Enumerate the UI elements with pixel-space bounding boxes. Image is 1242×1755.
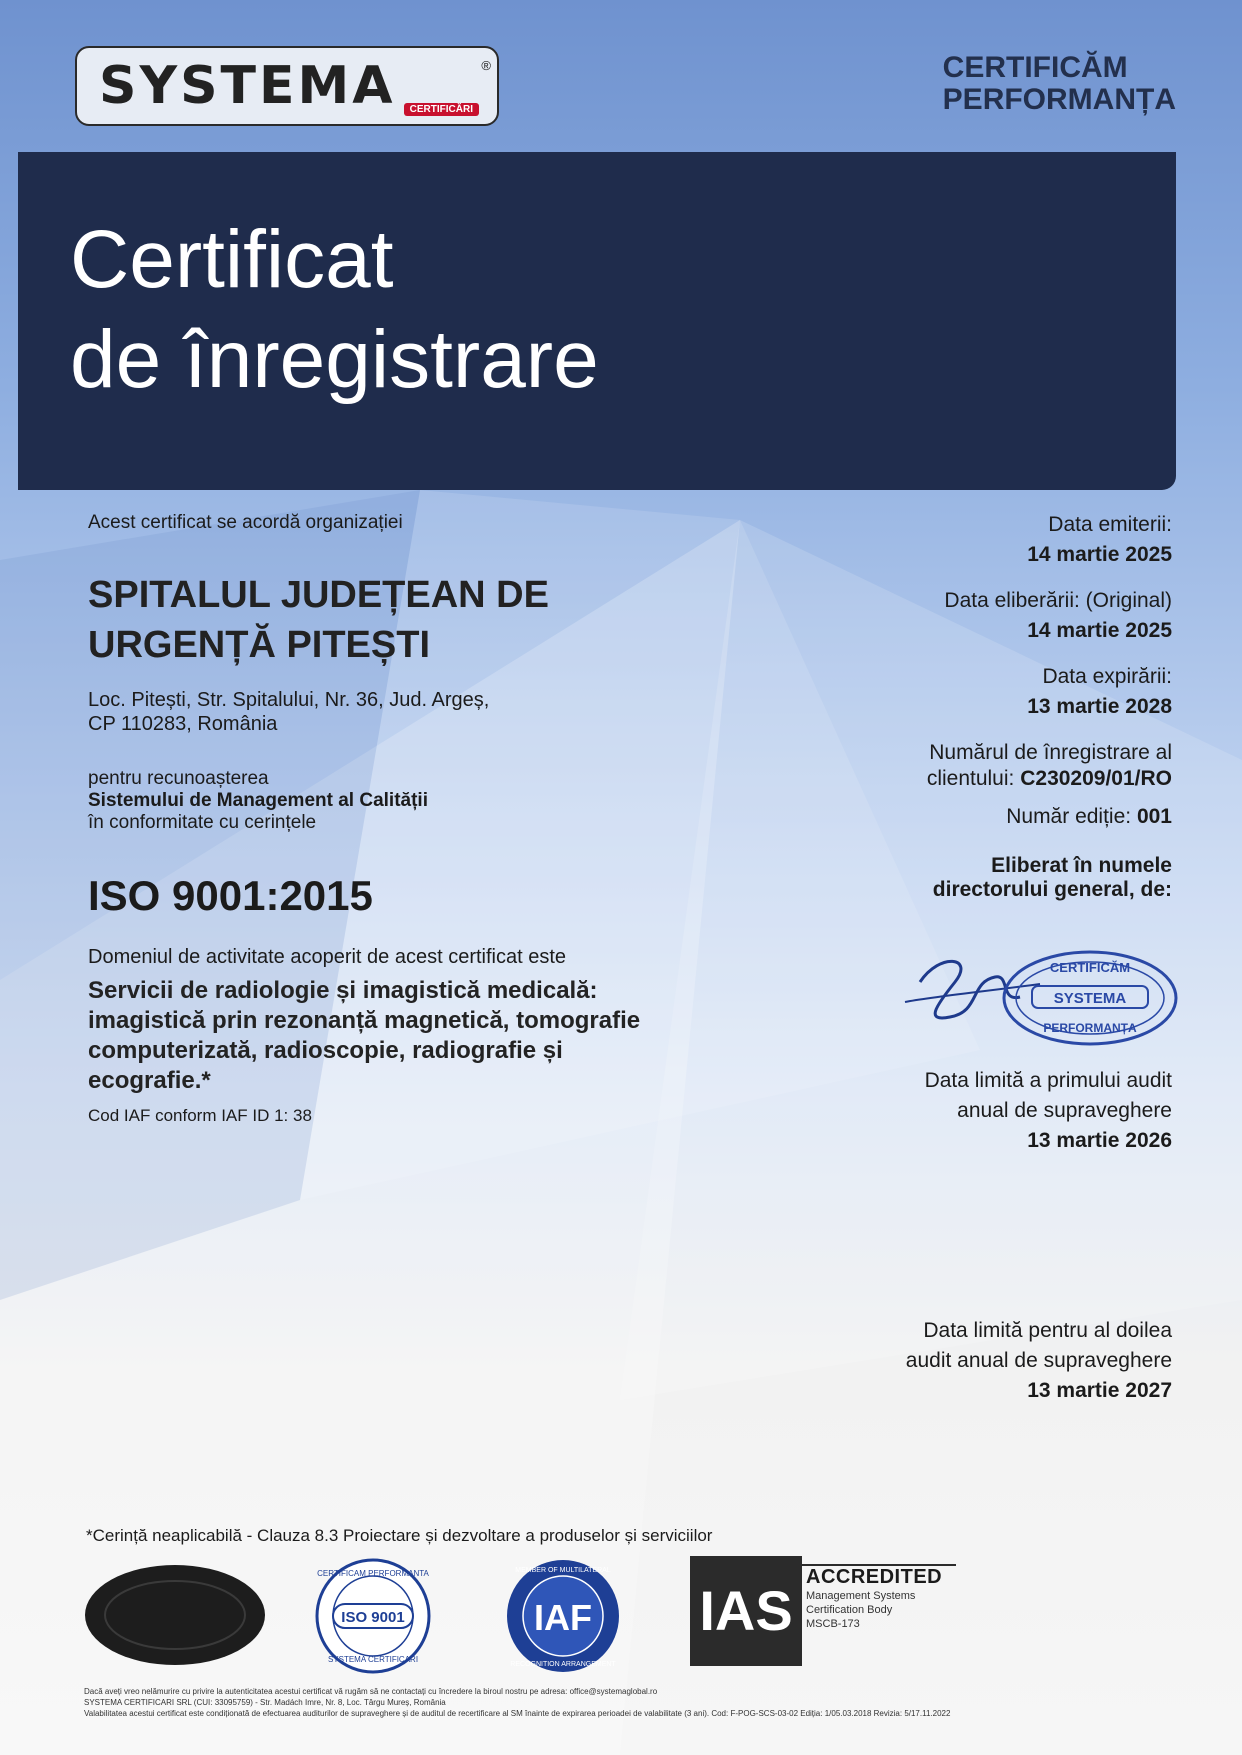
- issued-by-line-1: Eliberat în numele: [991, 854, 1172, 877]
- seal-mid-text: SYSTEMA: [1053, 990, 1127, 1007]
- footnote: *Cerință neaplicabilă - Clauza 8.3 Proiectare și dezvoltare a produselor și serviciilor: [86, 1526, 713, 1545]
- issued-by-line-2: directorului general, de:: [932, 878, 1172, 901]
- client-registration-value: C230209/01/RO: [1020, 767, 1172, 790]
- logo-text: SYSTEMA: [99, 56, 396, 116]
- expiry-date-label: Data expirării:: [1042, 665, 1172, 688]
- release-date-label: Data eliberării: (Original): [944, 589, 1172, 612]
- fine-line-3: Valabilitatea acestui certificat este condiționată de efectuarea auditurilor de supraveghere și de auditul de recertificare al SM înainte de expirarea perioadei de valabilitate (3 ani). Cod: F-POG-SCS-03-02 Ediția: 1/05.03.2018 Revizia: 5/17.11.2022: [84, 1709, 951, 1718]
- logo-subtitle: CERTIFICĂRI: [404, 103, 479, 116]
- tagline-line-2: PERFORMANȚA: [942, 83, 1176, 116]
- purpose-line-2: Sistemului de Management al Calității: [88, 790, 428, 811]
- issued-by: [732, 854, 1172, 902]
- org-line-1: SPITALUL JUDEȚEAN DE: [88, 574, 549, 616]
- stamp-seal-icon: [1000, 948, 1180, 1048]
- audit1-line-2: anual de supraveghere: [957, 1099, 1172, 1122]
- scope-line-3: computerizată, radioscopie, radiografie și: [88, 1037, 563, 1064]
- audit1-line-1: Data limită a primului audit: [924, 1069, 1172, 1092]
- iso-badge-center-text: ISO 9001: [341, 1609, 405, 1626]
- ias-line-2: Certification Body: [806, 1604, 893, 1616]
- systema-logo: [75, 46, 499, 126]
- scope-line-2: imagistică prin rezonanță magnetică, tomografie: [88, 1007, 641, 1034]
- org-line-2: URGENȚĂ PITEȘTI: [88, 624, 431, 666]
- iso-badge-ring-bottom: SYSTEMA CERTIFICARI: [327, 1655, 419, 1664]
- tagline-line-1: CERTIFICĂM: [942, 51, 1128, 84]
- tagline: [943, 52, 1176, 116]
- ias-line-1: Management Systems: [806, 1590, 916, 1602]
- purpose-text: [88, 768, 428, 834]
- accreditation-logos: [80, 1556, 1180, 1676]
- ias-logo: IAS: [690, 1556, 802, 1666]
- standard-name: ISO 9001:2015: [88, 872, 373, 919]
- ias-accredited-label: ACCREDITED: [806, 1566, 943, 1588]
- ias-line-3: MSCB-173: [806, 1618, 860, 1630]
- seal-top-text: CERTIFICĂM: [1049, 960, 1131, 975]
- address-line-1: Loc. Pitești, Str. Spitalului, Nr. 36, Jud. Argeș,: [88, 689, 490, 711]
- scope-line-1: Servicii de radiologie și imagistică medicală:: [88, 977, 598, 1004]
- signature-and-seal: [900, 942, 1180, 1062]
- expiry-date-value: 13 martie 2028: [1027, 695, 1172, 718]
- iso-badge-ring-top: CERTIFICAM PERFORMANTA: [317, 1569, 429, 1578]
- purpose-line-1: pentru recunoașterea: [88, 768, 269, 789]
- audit2-value: 13 martie 2027: [1027, 1379, 1172, 1402]
- edition-number: [732, 804, 1172, 830]
- client-label-line-1: Numărul de înregistrare al: [929, 741, 1172, 764]
- title-line-2: de înregistrare: [70, 314, 599, 405]
- edition-value: 001: [1136, 805, 1172, 828]
- edition-label: Număr ediție:: [1006, 805, 1132, 828]
- issue-date: [732, 512, 1172, 568]
- expiry-date: [732, 664, 1172, 720]
- second-audit: [732, 1316, 1172, 1406]
- title-line-1: Certificat: [70, 214, 394, 305]
- client-registration: [732, 740, 1172, 792]
- iaf-code: Cod IAF conform IAF ID 1: 38: [88, 1106, 312, 1125]
- fine-line-2: SYSTEMA CERTIFICARI SRL (CUI: 33095759) - Str. Madách Imre, Nr. 8, Loc. Târgu Mureș, România: [84, 1698, 446, 1707]
- intro-text: Acest certificat se acordă organizației: [88, 512, 403, 533]
- release-date-value: 14 martie 2025: [1027, 619, 1172, 642]
- audit2-line-2: audit anual de supraveghere: [905, 1349, 1172, 1372]
- organization-name: [88, 570, 549, 670]
- iso-9001-badge-icon: [288, 1556, 458, 1676]
- organization-address: [88, 688, 489, 736]
- iaf-badge-ring-bottom: RECOGNITION ARRANGEMENT: [510, 1661, 616, 1668]
- client-label-line-2: clientului:: [926, 767, 1015, 790]
- audit2-line-1: Data limită pentru al doilea: [923, 1319, 1172, 1342]
- fine-line-1: Dacă aveți vreo nelămurire cu privire la autenticitatea acestui certificat vă rugăm să ne contactați cu încredere la biroul nostru pe adresa: office@systemaglobal.ro: [84, 1687, 658, 1696]
- dark-oval-badge-icon: [80, 1560, 270, 1670]
- fine-print: [84, 1686, 1134, 1719]
- iaf-badge-icon: [478, 1556, 648, 1676]
- ias-accreditation: [802, 1564, 956, 1631]
- registered-icon: ®: [481, 58, 491, 73]
- issue-date-value: 14 martie 2025: [1027, 543, 1172, 566]
- client-registration-line: [732, 766, 1172, 792]
- scope-intro: Domeniul de activitate acoperit de acest certificat este: [88, 946, 567, 968]
- seal-bottom-text: PERFORMANȚA: [1043, 1021, 1137, 1035]
- audit1-value: 13 martie 2026: [1027, 1129, 1172, 1152]
- address-line-2: CP 110283, România: [88, 713, 278, 735]
- issue-date-label: Data emiterii:: [1048, 513, 1172, 536]
- scope-line-4: ecografie.*: [88, 1067, 211, 1094]
- first-audit: [732, 1066, 1172, 1156]
- purpose-line-3: în conformitate cu cerințele: [88, 812, 317, 833]
- release-date: [732, 588, 1172, 644]
- iaf-badge-ring-top: MEMBER OF MULTILATERAL: [515, 1567, 611, 1574]
- scope-text: [88, 976, 768, 1096]
- iaf-badge-center-text: IAF: [534, 1597, 592, 1638]
- certificate-title: [70, 210, 599, 410]
- title-banner: [18, 152, 1176, 490]
